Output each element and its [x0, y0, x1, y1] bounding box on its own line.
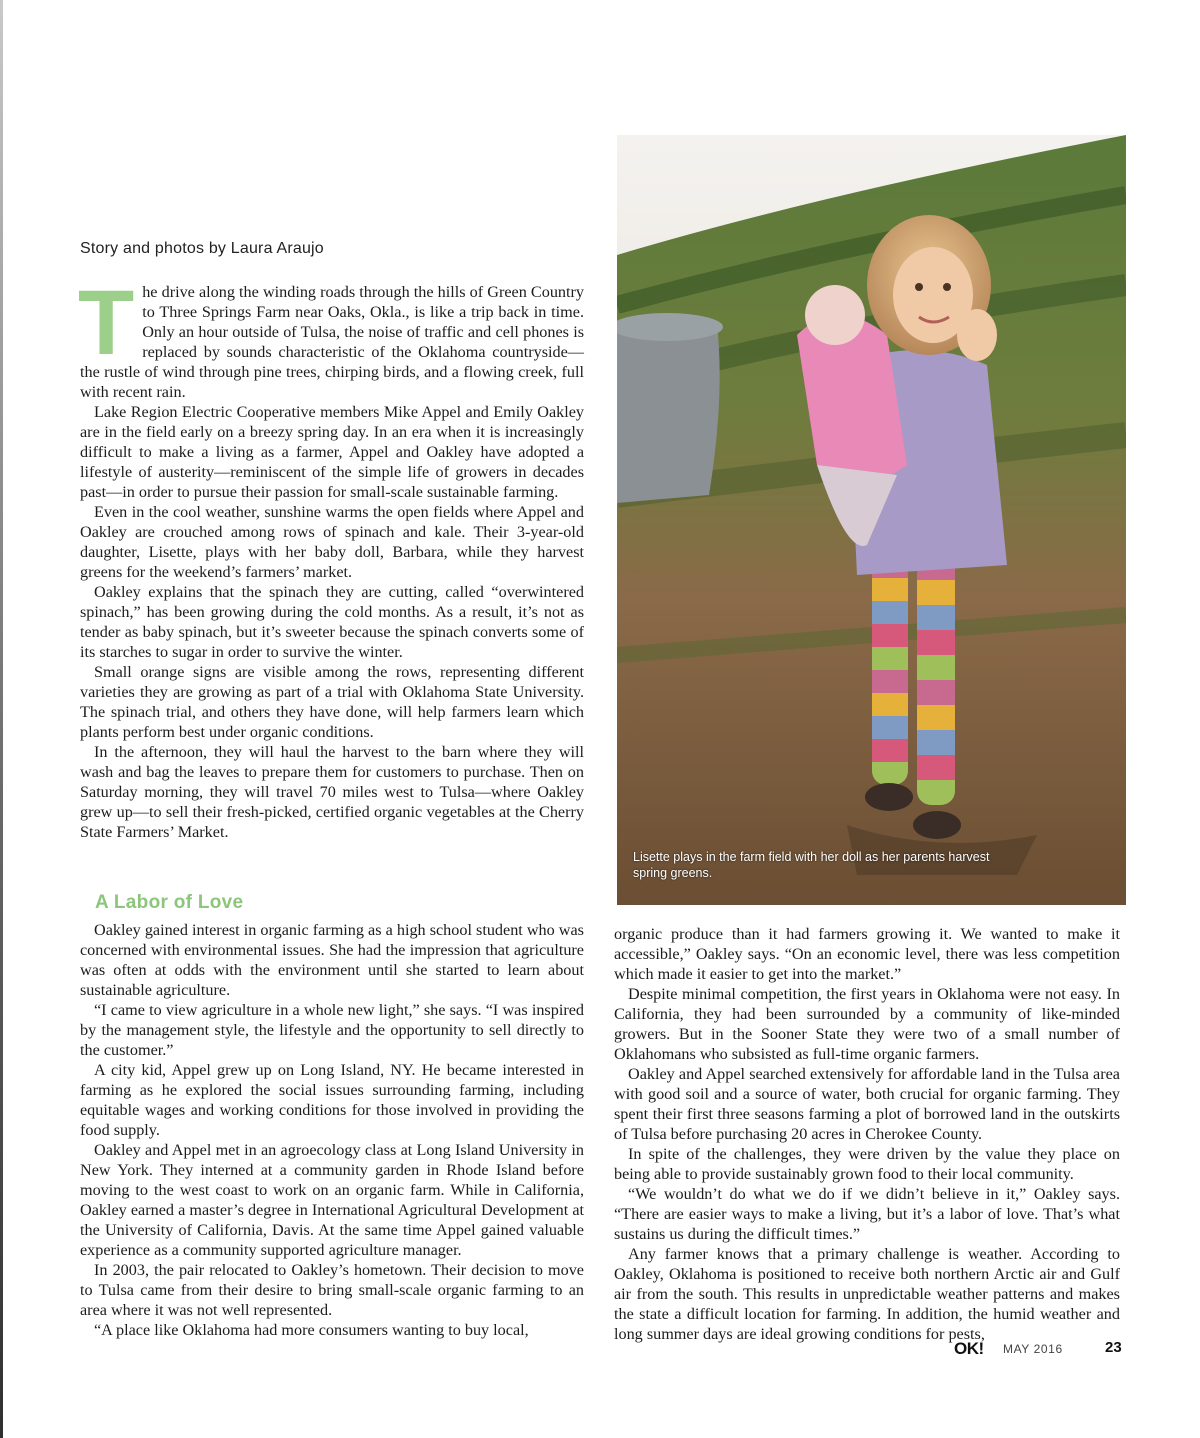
lead-paragraph [78, 272, 584, 402]
paragraph: In the afternoon, they will haul the harvest to the barn where they will wash and bag the leaves to prepare them for customers to purchase. Then on Saturday morning, they will travel 70 miles west to Tulsa—where Oakley grew up—to sell their fresh-picked, certified organic vegetables at the Cherry State Farmers’ Market. [80, 743, 584, 841]
paragraph: In spite of the challenges, they were driven by the value they place on being able to provide sustainably grown food to their local community. [614, 1145, 1120, 1183]
magazine-logo: OK! [954, 1339, 984, 1358]
page-edge [0, 0, 3, 1438]
paragraph: In 2003, the pair relocated to Oakley’s hometown. Their decision to move to Tulsa came from their desire to bring small-scale organic farming to an area where it was not well represented. [80, 1261, 584, 1319]
paragraph: Oakley explains that the spinach they are cutting, called “overwintered spinach,” has been growing during the cold months. As a result, it’s not as tender as baby spinach, but it’s sweeter because the spinach converts some of its starches to sugar in order to survive the winter. [80, 583, 584, 661]
paragraph: Despite minimal competition, the first years in Oklahoma were not easy. In California, they had been surrounded by a community of like-minded growers. But in the Sooner State they were two of a small number of Oklahomans who subsisted as full-time organic farmers. [614, 985, 1120, 1063]
paragraph: Oakley gained interest in organic farming as a high school student who was concerned with environmental issues. She had the impression that agriculture was often at odds with the environment until she started to learn about sustainable agriculture. [80, 921, 584, 999]
article-column-left [80, 920, 584, 1340]
article-column-intro [78, 272, 584, 842]
paragraph: Oakley and Appel met in an agroecology class at Long Island University in New York. They interned at a community garden in Rhode Island before moving to the west coast to work on an organic farm. While in California, Oakley earned a master’s degree in International Agricultural Development at the University of California, Davis. At the same time Appel gained valuable experience as a community supported agriculture manager. [80, 1141, 584, 1259]
farm-photo [617, 135, 1126, 905]
paragraph: A city kid, Appel grew up on Long Island, NY. He became interested in farming as he explored the social issues surrounding farming, including equitable wages and working conditions for those involved in providing the food supply. [80, 1061, 584, 1139]
byline: Story and photos by Laura Araujo [80, 240, 324, 257]
paragraph: Small orange signs are visible among the rows, representing different varieties they are growing as part of a trial with Oklahoma State University. The spinach trial, and others they have done, will help farmers learn which plants perform best under organic conditions. [80, 663, 584, 741]
paragraph-continued: organic produce than it had farmers growing it. We wanted to make it accessible,” Oakley says. “On an economic level, there was less competition which made it easier to get into the market.” [614, 925, 1120, 983]
issue-date: MAY 2016 [1003, 1342, 1063, 1356]
paragraph: Lake Region Electric Cooperative members Mike Appel and Emily Oakley are in the field early on a breezy spring day. In an era when it is increasingly difficult to make a living as a farmer, Appel and Oakley have adopted a lifestyle of austerity—reminiscent of the simple life of growers in decades past—in order to pursue their passion for small-scale sustainable farming. [80, 403, 584, 501]
paragraph: Even in the cool weather, sunshine warms the open fields where Appel and Oakley are crouched among rows of spinach and kale. Their 3-year-old daughter, Lisette, plays with her baby doll, Barbara, while they harvest greens for the weekend’s farmers’ market. [80, 503, 584, 581]
paragraph: “We wouldn’t do what we do if we didn’t believe in it,” Oakley says. “There are easier ways to make a living, but it’s a labor of love. That’s what sustains us during the difficult times.” [614, 1185, 1120, 1243]
article-column-right [614, 924, 1120, 1344]
photo-caption: Lisette plays in the farm field with her doll as her parents harvest spring greens. [633, 850, 990, 880]
section-subhead: A Labor of Love [95, 892, 244, 913]
lead-text: he drive along the winding roads through the hills of Green Country to Three Springs Farm near Oaks, Okla., is like a trip back in time. Only an hour outside of Tulsa, the noise of traffic and cell phones is replaced by sounds characteristic of the Oklahoma countryside—the rustle of wind through pine trees, chirping birds, and a flowing creek, full with recent rain. [80, 283, 584, 401]
paragraph: “I came to view agriculture in a whole new light,” she says. “I was inspired by the management style, the lifestyle and the opportunity to sell directly to the customer.” [80, 1001, 584, 1059]
drop-cap: T [78, 272, 135, 374]
paragraph: “A place like Oklahoma had more consumers wanting to buy local, [94, 1321, 529, 1339]
paragraph: Any farmer knows that a primary challenge is weather. According to Oakley, Oklahoma is positioned to receive both northern Arctic air and Gulf air from the south. This results in unpredictable weather patterns and makes the state a difficult location for farming. In addition, the humid weather and long summer days are ideal growing conditions for pests, [614, 1245, 1120, 1343]
photo-illustration [617, 135, 1126, 905]
paragraph: Oakley and Appel searched extensively for affordable land in the Tulsa area with good soil and a source of water, both crucial for organic farming. They spent their first three seasons farming a plot of borrowed land in the outskirts of Tulsa before purchasing 20 acres in Cherokee County. [614, 1065, 1120, 1143]
page-number: 23 [1105, 1339, 1122, 1356]
